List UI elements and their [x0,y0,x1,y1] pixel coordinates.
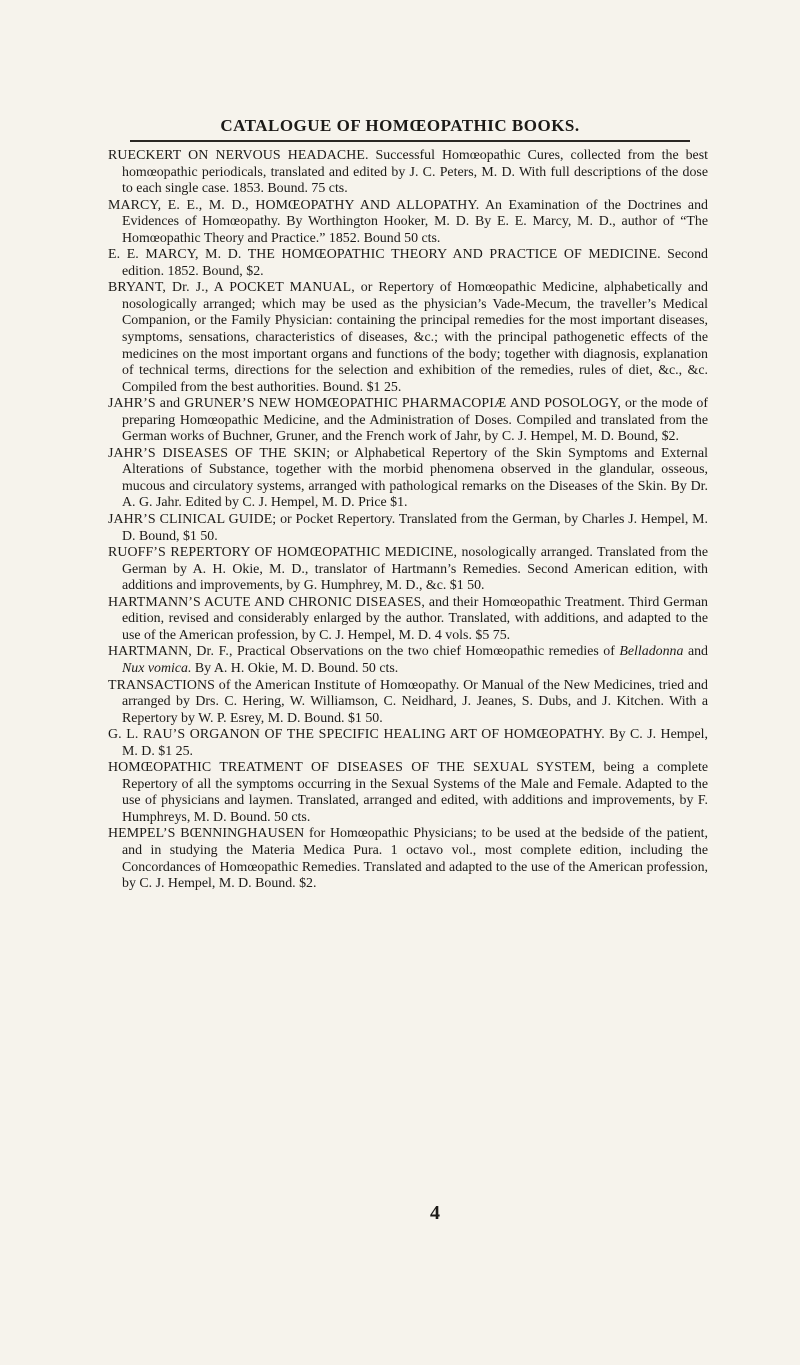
entry-body: for Homœopathic Physicians; to be used at the bedside of the patient, and in studying the Materia Medica Pura. 1 octavo vol., most complete edition, including the Concordances of Homœopathic Remedies. Translated and adapted to the use of the American profession, by C. J. Hempel, M. D. Bound. $2. [122,826,709,892]
entry-body: By C. J. Hempel, M. D. $1 25. [122,727,708,759]
entry-heading: HOMŒOPATHIC TREATMENT OF DISEASES OF THE SEXUAL SYSTEM, [108,760,596,776]
entry-italic-title: Belladonna [619,644,684,660]
entry-body: or Alphabetical Repertory of the Skin Symptoms and External Alterations of Substance, together with the morbid phenomena observed in the glandular, osseous, mucous and circulatory systems, arranged with pathological remarks on the Diseases of the Skin. By Dr. A. G. Jahr. Edited by C. J. Hempel, M. D. Price $1. [122,445,708,511]
catalogue-entry [108,198,708,248]
entry-body: Successful Homœopathic Cures, collected from the best homœopathic periodicals, translated and edited by J. C. Peters, M. D. With full descriptions of the dose to each single case. 1853. Bound. 75 cts. [122,148,708,197]
entry-body: An Examination of the Doctrines and Evidences of Homœopathy. By Worthington Hooker, M. D. By E. E. Marcy, M. D., author of “The Homœopathic Theory and Practice.” 1852. Bound 50 cts. [122,197,708,246]
catalogue-entry [108,760,708,826]
page-number: 4 [430,1202,440,1224]
catalogue-entry [108,826,708,892]
entry-heading: RUOFF’S REPERTORY OF HOMŒOPATHIC MEDICINE, [108,545,458,561]
entry-body: Second edition. 1852. Bound, $2. [122,247,709,279]
page-header: CATALOGUE OF HOMŒOPATHIC BOOKS. [220,116,580,135]
catalogue-entry [108,512,708,545]
entry-heading: TRANSACTIONS of the American Institute of Homœopathy. [108,677,460,693]
catalogue-entry [108,280,708,396]
catalogue-entry [108,644,708,677]
entry-heading: HARTMANN, Dr. F., [108,644,233,660]
catalogue-entry [108,148,708,198]
catalogue-entry [108,595,708,645]
entry-body: or the mode of preparing Homœopathic Medicine, and the Administration of Doses. Compiled and translated from the German works of Buchner, Gruner, and the French work of Jahr, by C. J. Hempel, M. D. Bound, $2. [122,396,708,445]
entry-body: and [683,644,709,660]
entry-body: By A. H. Okie, M. D. Bound. 50 cts. [191,660,399,676]
entry-italic-title: Nux vomica. [122,660,192,676]
entry-heading: JAHR’S and GRUNER’S NEW HOMŒOPATHIC PHARMACOPIÆ AND POSOLOGY, [108,396,621,412]
entry-heading: HEMPEL’S BŒNNINGHAUSEN [108,826,305,842]
catalogue-entry [108,396,708,446]
entry-heading: E. E. MARCY, M. D. THE HOMŒOPATHIC THEORY AND PRACTICE OF MEDICINE. [108,247,661,263]
catalogue-entry [108,678,708,728]
entry-heading: RUECKERT ON NERVOUS HEADACHE. [108,148,369,163]
entry-body: and their Homœopathic Treatment. Third German edition, revised and considerably enlarged by the author. Translated, with additions, and adapted to the use of the American profession, by C. J. Hempel, M. D. 4 vols. $5 75. [122,594,708,643]
entry-heading: MARCY, E. E., M. D., HOMŒOPATHY AND ALLOPATHY. [108,197,480,213]
catalogue-entry [108,247,708,280]
entry-body: or Repertory of Homœopathic Medicine, alphabetically and nosologically arranged; which may be used as the physician’s Vade-Mecum, the traveller’s Medical Companion, or the Family Physician: containing the principal remedies for the most important diseases, symptoms, sensations, characteristics of diseases, &c.; with the principal pathogenetic effects of the medicines on the most important organs and functions of the body; together with diagnosis, explanation of technical terms, directions for the selection and exhibition of the remedies, rules of diet, &c., &c. Compiled from the best authorities. Bound. $1 25. [122,280,708,395]
entry-body: nosologically arranged. Translated from the German by A. H. Okie, M. D., translator of Hartmann’s Remedies. Second American edition, with additions and improvements, by G. Humphrey, M. D., &c. $1 50. [122,545,708,594]
entry-heading: BRYANT, Dr. J., A POCKET MANUAL, [108,280,355,296]
catalogue-entries [108,148,708,893]
entry-heading: HARTMANN’S ACUTE AND CHRONIC DISEASES, [108,594,425,610]
entry-heading: JAHR’S DISEASES OF THE SKIN; [108,445,331,461]
entry-heading: G. L. RAU’S ORGANON OF THE SPECIFIC HEALING ART OF HOMŒOPATHY. [108,727,605,743]
entry-heading: JAHR’S CLINICAL GUIDE; [108,512,277,528]
catalogue-entry [108,727,708,760]
entry-body: Or Manual of the New Medicines, tried and arranged by Drs. C. Hering, W. Williamson, C. Neidhard, J. Jeanes, S. Dubs, and J. Kitchen. With a Repertory by W. P. Esrey, M. D. Bound. $1 50. [122,677,708,726]
entry-body: or Pocket Repertory. Translated from the German, by Charles J. Hempel, M. D. Bound, $1 50. [122,512,708,544]
entry-body: Practical Observations on the two chief Homœopathic remedies of [232,644,620,660]
header-rule [130,140,690,142]
catalogue-entry [108,446,708,512]
catalogue-entry [108,545,708,595]
entry-body: being a complete Repertory of all the symptoms occurring in the Sexual Systems of the Male and Female. Adapted to the use of physicians and laymen. Translated, arranged and edited, with additions and improvements, by F. Humphreys, M. D. Bound. 50 cts. [122,760,708,825]
